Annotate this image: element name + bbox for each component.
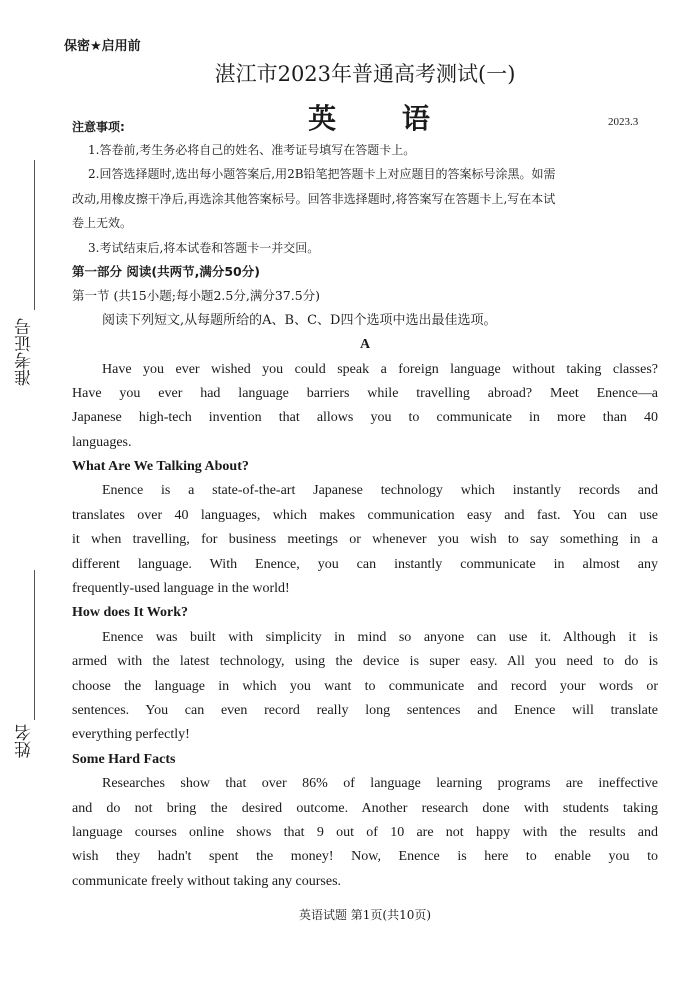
passage-line: Have you ever wished you could speak a foreign language without taking classes? [102, 361, 658, 377]
passage-line: language courses online shows that 9 out of 10 are not happy with the results and [72, 824, 658, 840]
notice-item: 3.考试结束后,将本试卷和答题卡一并交回。 [88, 240, 320, 255]
notice-label: 注意事项: [72, 120, 125, 134]
passage-line: everything perfectly! [72, 727, 190, 743]
part-title: 第一部分 阅读(共两节,满分50分) [72, 263, 260, 279]
passage-line: Have you ever had language barriers while travelling abroad? Meet Enence—a [72, 385, 658, 401]
passage-line: Enence is a state-of-the-art Japanese technology which instantly records and [102, 483, 658, 499]
confidential-label: 保密★启用前 [64, 39, 141, 54]
passage-line: Enence was built with simplicity in mind so anyone can use it. Although it is [102, 629, 658, 645]
passage-line: frequently-used language in the world! [72, 581, 290, 597]
notice-item: 改动,用橡皮擦干净后,再选涂其他答案标号。回答非选择题时,将答案写在答题卡上,写在本试 [72, 191, 556, 206]
passage-line: and do not bring the desired outcome. Another research done with students taking [72, 800, 658, 816]
passage-line: it when travelling, for business meetings or whenever you wish to say something in a [72, 532, 658, 548]
passage-line: different language. With Enence, you can instantly communicate in almost any [72, 556, 658, 572]
passage-label: A [359, 337, 371, 353]
section-heading: Some Hard Facts [72, 751, 176, 767]
page-footer: 英语试题 第1页(共10页) [298, 908, 432, 922]
section-heading: How does It Work? [72, 605, 189, 621]
passage-line: translates over 40 languages, which makes communication easy and fast. You can use [72, 507, 658, 523]
exam-id-label: 准考证号 [15, 318, 35, 386]
passage-line: Researches show that over 86% of language learning programs are ineffective [102, 776, 658, 792]
section-title: 第一节 (共15小题;每小题2.5分,满分37.5分) [72, 288, 321, 304]
section-heading: What Are We Talking About? [72, 459, 249, 475]
passage-line: Japanese high-tech invention that allows you to communicate in more than 40 [72, 410, 658, 426]
passage-line: armed with the latest technology, using the device is super easy. All you need to do is [72, 654, 658, 670]
passage-line: communicate freely without taking any courses. [72, 873, 342, 889]
instruction-text: 阅读下列短文,从每题所给的A、B、C、D四个选项中选出最佳选项。 [102, 312, 497, 328]
exam-id-line [34, 160, 35, 310]
exam-content [72, 138, 658, 894]
exam-title: 湛江市2023年普通高考测试(一) [214, 62, 516, 86]
passage-line: wish they hadn't spent the money! Now, Enence is here to enable you to [72, 849, 658, 865]
passage-line: languages. [72, 434, 132, 450]
exam-date: 2023.3 [608, 116, 639, 128]
notice-item: 1.答卷前,考生务必将自己的姓名、准考证号填写在答题卡上。 [88, 143, 416, 157]
subject-title: 英 语 [308, 102, 458, 135]
notice-item: 2.回答选择题时,选出每小题答案后,用2B铅笔把答题卡上对应题目的答案标号涂黑。如需 [88, 167, 556, 182]
passage-line: choose the language in which you want to communicate and record your words or [72, 678, 658, 694]
name-line [34, 570, 35, 720]
name-label: 姓名 [15, 724, 35, 758]
passage-line: sentences. You can even record really long sentences and Enence will translate [72, 702, 658, 718]
notice-item: 卷上无效。 [72, 216, 133, 231]
